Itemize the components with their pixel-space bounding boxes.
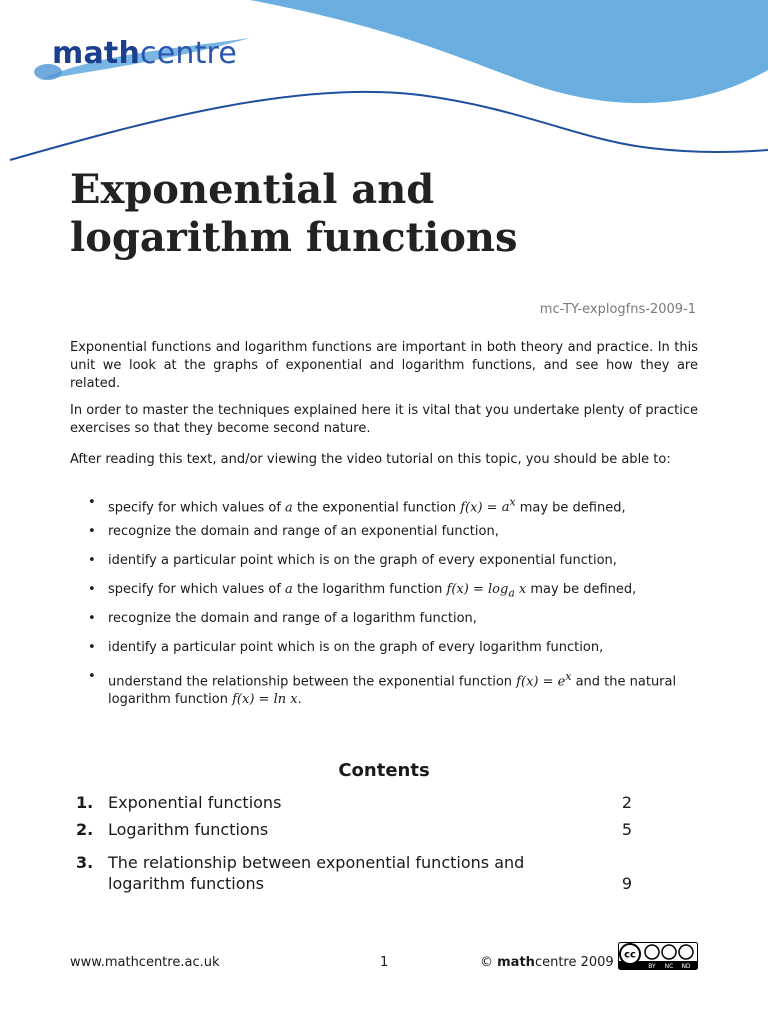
list-item: • specify for which values of a the logarithm function $f(x) = \log_a x$ may be defined, (88, 582, 637, 600)
cc-by-label: BY (648, 963, 656, 970)
contents-heading: Contents (338, 760, 430, 781)
list-item: • identify a particular point which is on the graph of every logarithm function, (88, 640, 604, 655)
footer-copyright: © mathcentre 2009 (480, 955, 614, 970)
list-item: • identify a particular point which is on the graph of every exponential function, (88, 553, 617, 568)
footer-url[interactable]: www.mathcentre.ac.uk (70, 955, 220, 970)
objectives-list (88, 494, 698, 708)
intro-paragraph-3: After reading this text, and/or viewing the video tutorial on this topic, you should be able to: (70, 452, 671, 467)
toc-entry-1[interactable]: 1. Exponential functions 2 (76, 793, 632, 812)
page-title: Exponential and logarithm functions (70, 166, 518, 261)
toc-entry-3[interactable]: 3. The relationship between exponential functions and logarithm functions 9 (76, 853, 632, 893)
toc-entry-2[interactable]: 2. Logarithm functions 5 (76, 820, 632, 839)
list-item: • understand the relationship between the exponential function $f(x) = e^x$ and the natural logarithm function f(x) = ln x. (88, 669, 677, 708)
header-wave (0, 0, 768, 170)
mathcentre-logo: mathcentre (52, 36, 238, 71)
intro-paragraph-1: Exponential functions and logarithm functions are important in both theory and practice. In this unit we look at the graphs of exponential and logarithm functions, and see how they are related. (70, 340, 698, 391)
cc-nd-label: ND (681, 963, 691, 970)
list-item: • specify for which values of a the exponential function $f(x) = a^x$ may be defined, (88, 495, 626, 516)
creative-commons-badge (618, 942, 698, 970)
table-of-contents (76, 792, 632, 894)
list-item: • recognize the domain and range of a logarithm function, (88, 611, 477, 626)
cc-nc-label: NC (664, 963, 674, 970)
intro-paragraph-2: In order to master the techniques explained here it is vital that you undertake plenty of practice exercises so that they become second nature. (70, 403, 698, 436)
list-item: • recognize the domain and range of an exponential function, (88, 524, 499, 539)
cc-label: cc (624, 949, 636, 961)
page-number: 1 (380, 955, 389, 970)
document-code: mc-TY-explogfns-2009-1 (539, 302, 696, 317)
